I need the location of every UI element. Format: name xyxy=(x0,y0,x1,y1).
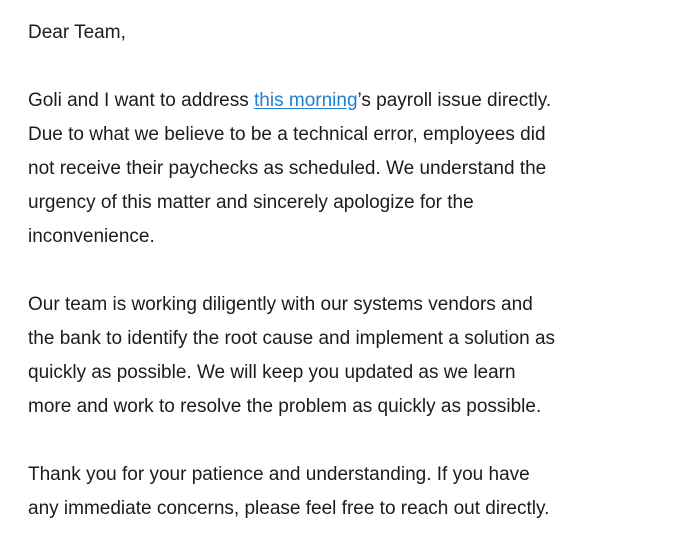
paragraph-line xyxy=(28,84,668,118)
paragraph-line: Thank you for your patience and understanding. If you have xyxy=(28,464,530,485)
paragraph-line: Due to what we believe to be a technical error, employees did xyxy=(28,124,546,145)
paragraph-line: more and work to resolve the problem as quickly as possible. xyxy=(28,396,542,417)
paragraph-gap xyxy=(28,424,668,458)
paragraph-payroll-issue xyxy=(28,84,668,254)
greeting: Dear Team, xyxy=(28,22,126,43)
paragraph-gap xyxy=(28,254,668,288)
text-segment: ’s payroll issue directly. xyxy=(357,90,552,111)
paragraph-line: inconvenience. xyxy=(28,226,155,247)
paragraph-team-working xyxy=(28,288,668,424)
paragraph-thank-you xyxy=(28,458,668,526)
text-segment: Goli and I want to address xyxy=(28,90,255,111)
email-body xyxy=(28,16,668,526)
paragraph-gap xyxy=(28,50,668,84)
paragraph-line: quickly as possible. We will keep you updated as we learn xyxy=(28,362,516,383)
paragraph-line: not receive their paychecks as scheduled. We understand the xyxy=(28,158,547,179)
this-morning-link[interactable]: this morning xyxy=(254,90,358,111)
paragraph-line: Our team is working diligently with our systems vendors and xyxy=(28,294,533,315)
paragraph-line: any immediate concerns, please feel free to reach out directly. xyxy=(28,498,550,519)
paragraph-line: the bank to identify the root cause and implement a solution as xyxy=(28,328,556,349)
paragraph-line: urgency of this matter and sincerely apologize for the xyxy=(28,192,474,213)
